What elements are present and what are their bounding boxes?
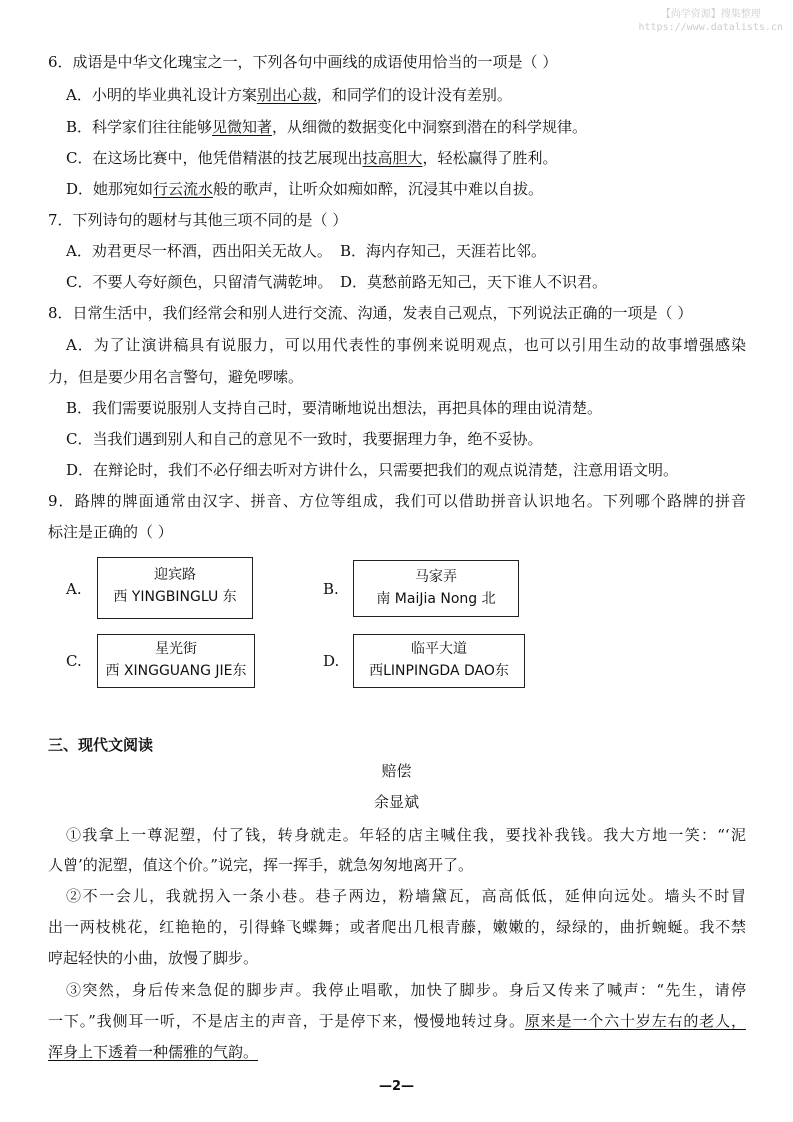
sign-d-label: D. — [323, 652, 340, 670]
watermark — [639, 8, 784, 34]
section-heading: 三、现代文阅读 — [48, 736, 154, 754]
paragraph-3-cont: 一下。”我侧耳一听，不是店主的声音，于是停下来，慢慢地转过身。原来是一个六十岁左右的老人， — [48, 1012, 746, 1030]
q8-option-b: B．我们需要说服别人支持自己时，要清晰地说出想法，再把具体的理由说清楚。 — [66, 399, 603, 417]
q8-option-d: D．在辩论时，我们不必仔细去听对方讲什么，只需要把我们的观点说清楚，注意用语文明。 — [66, 461, 679, 479]
paragraph-2-cont: 出一两枝桃花，红艳艳的，引得蜂飞蝶舞；或者爬出几根青藤，嫩嫩的，绿绿的，曲折蜿蜒。我不禁 — [48, 918, 746, 936]
watermark-url: https://www.datalists.cn — [638, 22, 783, 33]
road-sign-a: 迎宾路 西 YINGBINGLU 东 — [97, 557, 253, 619]
q6-option-b: B．科学家们往往能够见微知著，从细微的数据变化中洞察到潜在的科学规律。 — [66, 118, 588, 136]
q8-option-a: A．为了让演讲稿具有说服力，可以用代表性的事例来说明观点，也可以引用生动的故事增强感染 — [66, 336, 746, 354]
paragraph-2-end: 哼起轻快的小曲，放慢了脚步。 — [48, 949, 259, 967]
road-sign-d: 临平大道 西LINPINGDA DAO东 — [353, 634, 525, 688]
q8-stem: 8．日常生活中，我们经常会和别人进行交流、沟通，发表自己观点，下列说法正确的一项是（ ） — [48, 304, 693, 322]
watermark-text: 【尚学资源】搜集整理 — [660, 9, 761, 20]
sign-name: 临平大道 — [411, 641, 467, 657]
paragraph-1: ①我拿上一尊泥塑，付了钱，转身就走。年轻的店主喊住我，要找补我钱。我大方地一笑：“‘泥 — [66, 826, 746, 844]
road-sign-c: 星光街 西 XINGGUANG JIE东 — [97, 634, 255, 688]
sign-b-label: B. — [323, 580, 339, 598]
paragraph-2: ②不一会儿，我就拐入一条小巷。巷子两边，粉墙黛瓦，高高低低，延伸向远处。墙头不时冒 — [66, 887, 746, 905]
q6-option-c: C．在这场比赛中，他凭借精湛的技艺展现出技高胆大，轻松赢得了胜利。 — [66, 149, 558, 167]
road-sign-b: 马家弄 南 MaiJia Nong 北 — [353, 560, 519, 617]
paragraph-1-cont: 人曾’的泥塑，值这个价。”说完，挥一挥手，就急匆匆地离开了。 — [48, 856, 473, 874]
paragraph-3-end: 浑身上下透着一种儒雅的气韵。 — [48, 1043, 259, 1061]
article-title: 赔偿 — [381, 762, 412, 780]
q7-option-d: D．莫愁前路无知己，天下谁人不识君。 — [340, 273, 608, 291]
q6-stem: 6．成语是中华文化瑰宝之一，下列各句中画线的成语使用恰当的一项是（ ） — [48, 53, 558, 71]
sign-c-label: C. — [66, 652, 82, 670]
sign-name: 马家弄 — [415, 569, 457, 585]
q7-stem: 7．下列诗句的题材与其他三项不同的是（ ） — [48, 211, 348, 229]
q6-option-d: D．她那宛如行云流水般的歌声，让听众如痴如醉，沉浸其中难以自拔。 — [66, 180, 544, 198]
q7-option-c: C．不要人夸好颜色，只留清气满乾坤。 — [66, 273, 333, 291]
q7-option-a: A．劝君更尽一杯酒，西出阳关无故人。 — [66, 242, 332, 260]
sign-name: 星光街 — [155, 641, 197, 657]
paragraph-3: ③突然，身后传来急促的脚步声。我停止唱歌，加快了脚步。身后又传来了喊声：“先生，请停 — [66, 981, 746, 999]
q9-stem: 9．路牌的牌面通常由汉字、拼音、方位等组成，我们可以借助拼音认识地名。下列哪个路牌的拼音 — [48, 492, 746, 510]
q8-option-a-cont: 力，但是要少用名言警句，避免啰嗦。 — [48, 368, 304, 386]
q9-stem-cont: 标注是正确的（ ） — [48, 523, 173, 541]
article-author: 余显斌 — [373, 793, 419, 811]
q6-option-a: A．小明的毕业典礼设计方案别出心裁，和同学们的设计没有差别。 — [66, 86, 512, 104]
q7-option-b: B．海内存知己，天涯若比邻。 — [340, 242, 547, 260]
q8-option-c: C．当我们遇到别人和自己的意见不一致时，我要据理力争，绝不妥协。 — [66, 430, 543, 448]
sign-name: 迎宾路 — [154, 567, 196, 583]
sign-a-label: A. — [66, 580, 82, 598]
page-number: —2— — [378, 1079, 415, 1094]
